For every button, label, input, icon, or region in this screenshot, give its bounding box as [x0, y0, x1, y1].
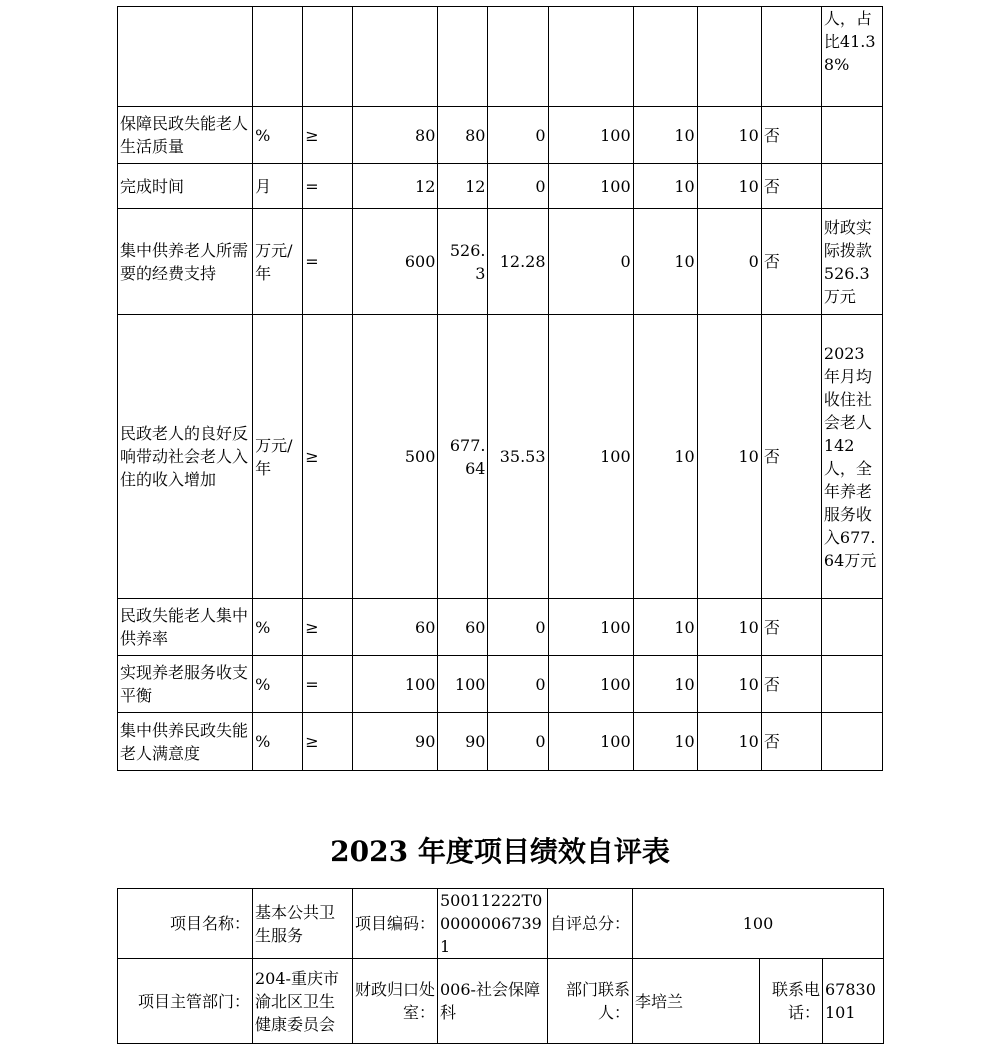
cell-actual: 90	[438, 713, 488, 771]
cell-target: 100	[353, 656, 438, 713]
cell-target: 500	[353, 315, 438, 599]
cell-actual: 677.64	[438, 315, 488, 599]
cell-actual: 100	[438, 656, 488, 713]
cell-name: 保障民政失能老人生活质量	[118, 107, 253, 164]
cell-score: 10	[697, 315, 761, 599]
cell-completion: 100	[548, 107, 633, 164]
cell-name: 集中供养民政失能老人满意度	[118, 713, 253, 771]
contact-value: 李培兰	[633, 959, 760, 1043]
cell-op: ≥	[303, 599, 353, 656]
cell-completion	[548, 7, 633, 107]
cell-completion: 100	[548, 713, 633, 771]
cell-target: 12	[353, 164, 438, 209]
cell-weight: 10	[633, 107, 697, 164]
cell-target	[353, 7, 438, 107]
cell-name: 完成时间	[118, 164, 253, 209]
cell-unit: %	[253, 599, 303, 656]
project-info-table	[117, 888, 884, 1044]
cell-completion: 100	[548, 599, 633, 656]
cell-deviation: 12.28	[488, 209, 548, 315]
cell-deviation: 0	[488, 107, 548, 164]
cell-op: ≥	[303, 315, 353, 599]
table-row	[118, 315, 883, 599]
cell-flag	[761, 7, 821, 107]
cell-score: 0	[697, 209, 761, 315]
cell-score: 10	[697, 107, 761, 164]
contact-split-cell	[633, 959, 823, 1044]
info-row-2	[118, 959, 884, 1044]
finance-office-label: 财政归口处室：	[353, 959, 438, 1044]
cell-unit: 万元/年	[253, 209, 303, 315]
cell-actual: 60	[438, 599, 488, 656]
total-score-value: 100	[633, 889, 884, 959]
cell-unit: 万元/年	[253, 315, 303, 599]
cell-name: 集中供养老人所需要的经费支持	[118, 209, 253, 315]
table-row	[118, 107, 883, 164]
dept-label: 项目主管部门：	[118, 959, 253, 1044]
cell-actual: 12	[438, 164, 488, 209]
project-code-value: 50011222T000000067391	[438, 889, 548, 959]
cell-remark	[821, 164, 882, 209]
cell-deviation: 0	[488, 713, 548, 771]
cell-remark: 2023年月均收住社会老人142人，全年养老服务收入677.64万元	[821, 315, 882, 599]
cell-deviation: 0	[488, 656, 548, 713]
cell-weight: 10	[633, 315, 697, 599]
cell-remark	[821, 656, 882, 713]
cell-target: 80	[353, 107, 438, 164]
cell-name: 民政老人的良好反响带动社会老人入住的收入增加	[118, 315, 253, 599]
cell-op	[303, 7, 353, 107]
cell-remark: 财政实际拨款526.3万元	[821, 209, 882, 315]
finance-office-value: 006-社会保障科	[438, 959, 548, 1044]
cell-target: 600	[353, 209, 438, 315]
cell-target: 60	[353, 599, 438, 656]
cell-score: 10	[697, 713, 761, 771]
table-row	[118, 209, 883, 315]
cell-flag: 否	[761, 164, 821, 209]
phone-label: 联系电话：	[771, 980, 820, 1022]
cell-remark	[821, 599, 882, 656]
project-name-value: 基本公共卫生服务	[253, 889, 353, 959]
cell-score: 10	[697, 164, 761, 209]
project-code-label: 项目编码：	[353, 889, 438, 959]
cell-remark	[821, 107, 882, 164]
table-row	[118, 599, 883, 656]
cell-deviation: 0	[488, 164, 548, 209]
table-row	[118, 164, 883, 209]
cell-actual: 80	[438, 107, 488, 164]
cell-flag: 否	[761, 599, 821, 656]
cell-flag: 否	[761, 209, 821, 315]
project-name-label: 项目名称：	[118, 889, 253, 959]
cell-weight: 10	[633, 599, 697, 656]
cell-remark: 人，占比41.38%	[821, 7, 882, 107]
cell-completion: 100	[548, 315, 633, 599]
cell-op: ≥	[303, 107, 353, 164]
cell-weight: 10	[633, 656, 697, 713]
cell-weight	[633, 7, 697, 107]
total-score-label: 自评总分：	[548, 889, 633, 959]
cell-weight: 10	[633, 713, 697, 771]
cell-unit: %	[253, 107, 303, 164]
table-row	[118, 713, 883, 771]
cell-flag: 否	[761, 656, 821, 713]
cell-name	[118, 7, 253, 107]
cell-deviation: 35.53	[488, 315, 548, 599]
cell-completion: 100	[548, 164, 633, 209]
cell-flag: 否	[761, 107, 821, 164]
cell-name: 民政失能老人集中供养率	[118, 599, 253, 656]
cell-flag: 否	[761, 713, 821, 771]
cell-weight: 10	[633, 209, 697, 315]
cell-unit	[253, 7, 303, 107]
cell-op: =	[303, 164, 353, 209]
cell-op: =	[303, 656, 353, 713]
cell-unit: 月	[253, 164, 303, 209]
cell-op: ≥	[303, 713, 353, 771]
cell-actual	[438, 7, 488, 107]
cell-actual: 526.3	[438, 209, 488, 315]
cell-score: 10	[697, 599, 761, 656]
cell-unit: %	[253, 656, 303, 713]
table-row	[118, 7, 883, 107]
cell-op: =	[303, 209, 353, 315]
cell-deviation	[488, 7, 548, 107]
cell-flag: 否	[761, 315, 821, 599]
indicator-table	[117, 6, 883, 771]
cell-completion: 100	[548, 656, 633, 713]
contact-label: 部门联系人：	[548, 959, 633, 1044]
page-title: 2023 年度项目绩效自评表	[330, 835, 670, 868]
cell-target: 90	[353, 713, 438, 771]
phone-value: 67830101	[823, 959, 884, 1044]
info-row-1	[118, 889, 884, 959]
cell-score	[697, 7, 761, 107]
cell-remark	[821, 713, 882, 771]
cell-score: 10	[697, 656, 761, 713]
cell-completion: 0	[548, 209, 633, 315]
dept-value: 204-重庆市渝北区卫生健康委员会	[253, 959, 353, 1044]
cell-weight: 10	[633, 164, 697, 209]
cell-name: 实现养老服务收支平衡	[118, 656, 253, 713]
table-row	[118, 656, 883, 713]
indicator-table-body	[118, 7, 883, 771]
cell-unit: %	[253, 713, 303, 771]
cell-deviation: 0	[488, 599, 548, 656]
